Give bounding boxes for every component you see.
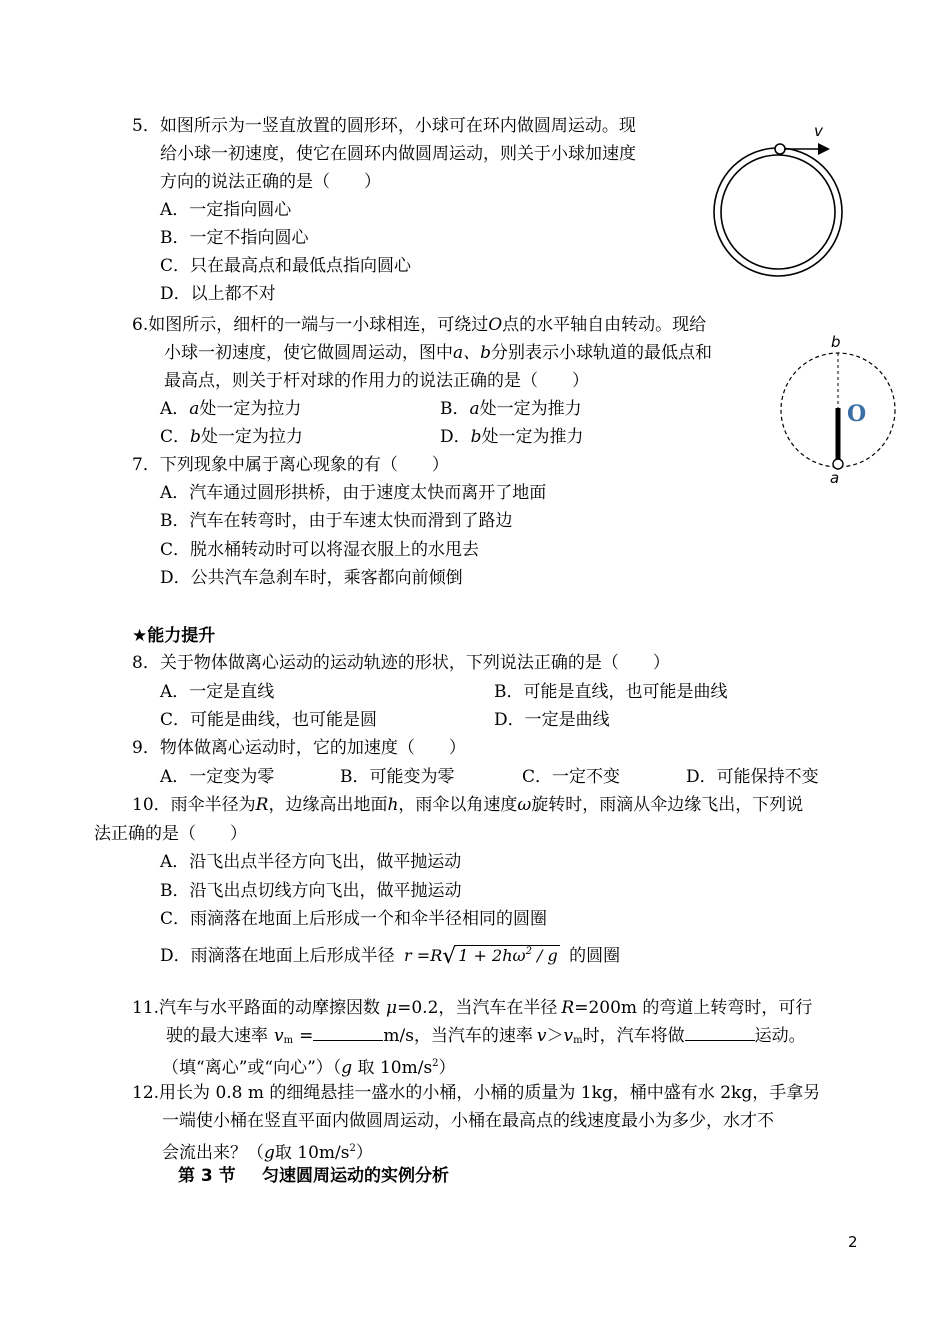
var-r: R bbox=[255, 795, 269, 815]
q8-option-a: A．一定是直线 bbox=[160, 682, 275, 702]
ring-inner bbox=[721, 155, 835, 269]
q6-stem-line3: 最高点，则关于杆对球的作用力的说法正确的是（ ） bbox=[164, 371, 589, 391]
var-r: R bbox=[561, 998, 575, 1018]
q11-text: 11.汽车与水平路面的动摩擦因数 bbox=[132, 998, 381, 1018]
velocity-label: v bbox=[814, 122, 823, 140]
sub-m: m bbox=[573, 1035, 583, 1046]
q12-line1: 12.用长为 0.8 m 的细绳悬挂一盛水的小桶，小桶的质量为 1kg，桶中盛有水 2kg，手拿另 bbox=[132, 1083, 821, 1103]
q11-text: 取 10m/s bbox=[352, 1058, 433, 1078]
point-a: a bbox=[469, 399, 480, 419]
q12-text: ） bbox=[355, 1143, 373, 1163]
q6-points-ab: a、b bbox=[453, 343, 492, 363]
q11-line1 bbox=[132, 996, 812, 1020]
q7-stem: 7．下列现象中属于离心现象的有（ ） bbox=[132, 455, 449, 475]
var-v: v bbox=[563, 1026, 574, 1046]
q7-option-c: C．脱水桶转动时可以将湿衣服上的水甩去 bbox=[160, 540, 480, 560]
q5-option-a: A．一定指向圆心 bbox=[160, 200, 292, 220]
sub-m: m bbox=[283, 1035, 294, 1046]
q7-option-a: A．汽车通过圆形拱桥，由于速度太快而离开了地面 bbox=[160, 483, 547, 503]
q10-option-d bbox=[160, 940, 620, 969]
option-text: 处一定为推力 bbox=[481, 427, 584, 447]
q11-text: ） bbox=[438, 1058, 456, 1078]
q10-text: ，边缘高出地面 bbox=[268, 795, 388, 815]
radicand-text: 1 + 2hω bbox=[458, 946, 526, 965]
option-text: 处一定为推力 bbox=[479, 399, 582, 419]
q6-text: 6.如图所示，细杆的一端与一小球相连，可绕过 bbox=[132, 315, 489, 335]
var-h: h bbox=[387, 795, 399, 815]
q11-text: =200m 的弯道上转弯时，可行 bbox=[574, 998, 813, 1018]
formula-lhs: r =R bbox=[404, 946, 443, 965]
q11-text: 时，汽车将做 bbox=[582, 1026, 685, 1046]
q9-option-b: B．可能变为零 bbox=[340, 767, 455, 787]
q8-option-c: C．可能是曲线，也可能是圆 bbox=[160, 710, 378, 730]
label-o: O bbox=[847, 401, 867, 427]
section-heading: ★能力提升 bbox=[132, 626, 216, 646]
q10-stem-line1 bbox=[132, 793, 803, 817]
q7-option-d: D．公共汽车急刹车时，乘客都向前倾倒 bbox=[160, 568, 463, 588]
q10-text: 10．雨伞半径为 bbox=[132, 795, 256, 815]
q5-stem-line2: 给小球一初速度，使它在圆环内做圆周运动，则关于小球加速度 bbox=[160, 144, 636, 164]
option-letter: C． bbox=[160, 427, 191, 447]
q5-option-c: C．只在最高点和最低点指向圆心 bbox=[160, 256, 412, 276]
q12-text: 取 10m/s bbox=[274, 1143, 350, 1163]
option-letter: D． bbox=[440, 427, 471, 447]
ball bbox=[833, 459, 843, 469]
q11-text: = bbox=[299, 1026, 314, 1046]
radicand-tail: / g bbox=[531, 946, 558, 965]
q10-text: 旋转时，雨滴从伞边缘飞出，下列说 bbox=[531, 795, 804, 815]
chapter-heading-number: 第 3 节 bbox=[178, 1166, 236, 1186]
q5-option-d: D．以上都不对 bbox=[160, 284, 276, 304]
q6-text: 分别表示小球轨道的最低点和 bbox=[491, 343, 713, 363]
ring-outer bbox=[714, 148, 842, 276]
q5-stem-line1: 5．如图所示为一竖直放置的圆形环，小球可在环内做圆周运动。现 bbox=[132, 116, 636, 136]
q6-option-d bbox=[440, 425, 584, 449]
var-g: g bbox=[264, 1143, 275, 1163]
q5-stem-line3: 方向的说法正确的是（ ） bbox=[160, 172, 381, 192]
option-text: 处一定为拉力 bbox=[199, 399, 302, 419]
answer-blank-motion[interactable] bbox=[685, 1024, 755, 1041]
q12-line2: 一端使小桶在竖直平面内做圆周运动，小桶在最高点的线速度最小为多少，水才不 bbox=[162, 1111, 774, 1131]
formula bbox=[404, 940, 560, 969]
q10-stem-line2: 法正确的是（ ） bbox=[94, 824, 247, 844]
q5-option-b: B．一定不指向圆心 bbox=[160, 228, 309, 248]
q8-option-b: B．可能是直线，也可能是曲线 bbox=[494, 682, 728, 702]
point-a: a bbox=[189, 399, 200, 419]
q12-line3 bbox=[162, 1137, 373, 1165]
var-v: v bbox=[536, 1026, 547, 1046]
option-text: D．雨滴落在地面上后形成半径 bbox=[160, 946, 395, 966]
var-g: g bbox=[341, 1058, 353, 1078]
exponent: 2 bbox=[349, 1143, 356, 1154]
exponent: 2 bbox=[525, 946, 532, 957]
velocity-arrow-head bbox=[818, 143, 830, 155]
option-letter: A． bbox=[160, 399, 190, 419]
q6-text: 小球一初速度，使它做圆周运动，图中 bbox=[164, 343, 453, 363]
page-number: 2 bbox=[848, 1233, 858, 1251]
option-text: 的圆圈 bbox=[569, 946, 621, 966]
q10-option-c: C．雨滴落在地面上后形成一个和伞半径相同的圆圈 bbox=[160, 909, 548, 929]
point-b: b bbox=[470, 427, 482, 447]
q5-ring-figure bbox=[700, 118, 860, 298]
q6-option-a bbox=[160, 397, 301, 421]
sqrt-sign: √ bbox=[442, 944, 457, 969]
q11-text: m/s，当汽车的速率 bbox=[383, 1026, 533, 1046]
radicand bbox=[456, 945, 559, 965]
q6-option-b bbox=[440, 397, 582, 421]
q12-text: 会流出来？（ bbox=[162, 1143, 264, 1163]
var-omega: ω bbox=[517, 795, 532, 815]
q10-text: ，雨伞以角速度 bbox=[398, 795, 518, 815]
q11-text: 驶的最大速率 bbox=[166, 1026, 268, 1046]
q11-line2 bbox=[166, 1024, 806, 1053]
q11-line3 bbox=[162, 1052, 456, 1080]
q9-option-c: C．一定不变 bbox=[522, 767, 621, 787]
q9-option-a: A．一定变为零 bbox=[160, 767, 275, 787]
q6-option-c bbox=[160, 425, 303, 449]
q10-option-a: A．沿飞出点半径方向飞出，做平抛运动 bbox=[160, 852, 462, 872]
var-mu: μ bbox=[386, 998, 398, 1018]
q8-stem: 8．关于物体做离心运动的运动轨迹的形状，下列说法正确的是（ ） bbox=[132, 653, 670, 673]
label-b: b bbox=[831, 333, 841, 351]
q9-option-d: D．可能保持不变 bbox=[686, 767, 819, 787]
q8-option-d: D．一定是曲线 bbox=[494, 710, 610, 730]
q6-rod-figure bbox=[770, 330, 910, 490]
q6-text: 点的水平轴自由转动。现给 bbox=[502, 315, 707, 335]
q11-text: =0.2，当汽车在半径 bbox=[397, 998, 558, 1018]
answer-blank-speed[interactable] bbox=[313, 1024, 383, 1041]
var-v: v bbox=[274, 1026, 284, 1046]
q6-point-o: O bbox=[488, 315, 503, 335]
chapter-heading-title: 匀速圆周运动的实例分析 bbox=[262, 1166, 449, 1186]
q6-stem-line2 bbox=[164, 341, 712, 365]
exponent: 2 bbox=[432, 1058, 439, 1069]
gt-sign: ＞ bbox=[546, 1026, 564, 1046]
label-a: a bbox=[830, 469, 840, 487]
q9-stem: 9．物体做离心运动时，它的加速度（ ） bbox=[132, 738, 466, 758]
point-b: b bbox=[190, 427, 201, 447]
option-letter: B． bbox=[440, 399, 470, 419]
option-text: 处一定为拉力 bbox=[200, 427, 303, 447]
q11-text: 运动。 bbox=[754, 1026, 806, 1046]
ball bbox=[775, 144, 785, 154]
q11-text: （填“离心”或“向心”）（ bbox=[162, 1058, 342, 1078]
q7-option-b: B．汽车在转弯时，由于车速太快而滑到了路边 bbox=[160, 511, 513, 531]
q6-stem-line1 bbox=[132, 313, 706, 337]
q10-option-b: B．沿飞出点切线方向飞出，做平抛运动 bbox=[160, 881, 462, 901]
